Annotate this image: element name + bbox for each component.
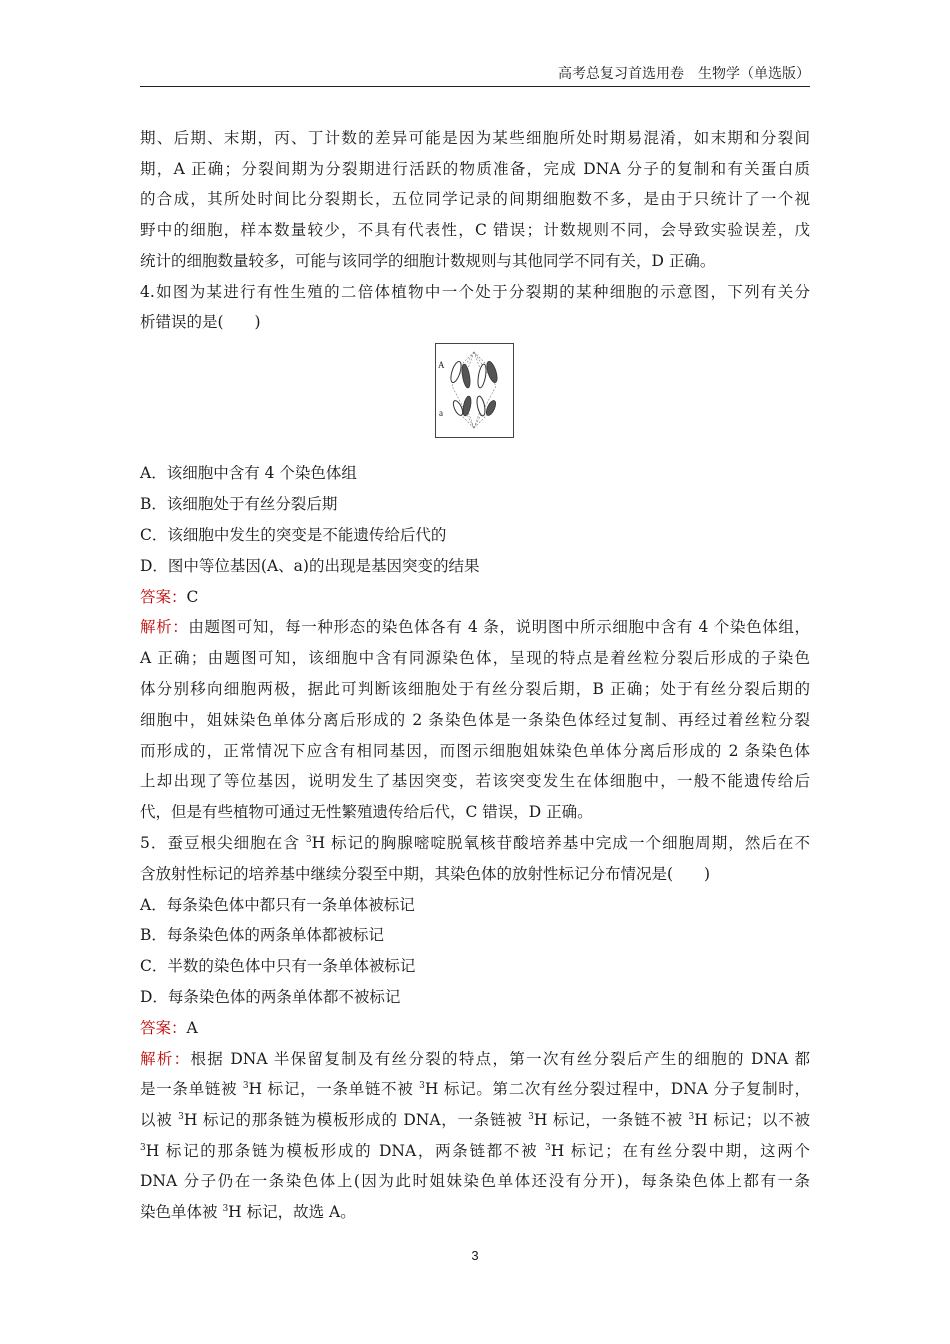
intro-line: 野中的细胞，样本数量较少，不具有代表性，C 错误；计数规则不同，会导致实验误差，戊 xyxy=(140,221,810,239)
superscript: 3 xyxy=(544,1143,551,1153)
q5-analysis-line xyxy=(140,1110,810,1130)
analysis-text: H 标记的那条链为模板形成的 DNA，一条链被 xyxy=(183,1111,529,1129)
q4-analysis-line: 细胞中，姐妹染色单体分离后形成的 2 条染色体是一条染色体经过复制、再经过着丝粒分裂 xyxy=(140,711,810,729)
q4-answer xyxy=(140,587,810,607)
superscript: 3 xyxy=(419,1081,425,1091)
q5-analysis-line xyxy=(140,1141,810,1161)
q4-analysis-line xyxy=(140,617,810,637)
analysis-text: H 标记；以不被 xyxy=(694,1111,810,1129)
running-header: 高考总复习首选用卷 生物学（单选版） xyxy=(558,66,810,82)
superscript: 3 xyxy=(305,835,312,845)
superscript: 3 xyxy=(222,1204,229,1214)
q5-option-d: D．每条染色体的两条单体都不被标记 xyxy=(140,988,401,1006)
q4-stem: 析错误的是( ) xyxy=(140,313,261,331)
analysis-text: H 标记。第二次有丝分裂过程中，DNA 分子复制时， xyxy=(424,1080,810,1098)
analysis-text: H 标记，一条链不被 xyxy=(533,1111,689,1129)
q4-analysis-line: 体分别移向细胞两极，据此可判断该细胞处于有丝分裂后期，B 正确；处于有丝分裂后期的 xyxy=(140,680,810,698)
q4-option-a: A．该细胞中含有 4 个染色体组 xyxy=(140,464,357,482)
q4-option-c: C．该细胞中发生的突变是不能遗传给后代的 xyxy=(140,526,447,544)
q4-analysis-line: 代，但是有些植物可通过无性繁殖遗传给后代，C 错误，D 正确。 xyxy=(140,803,593,821)
q5-option-c: C．半数的染色体中只有一条单体被标记 xyxy=(140,957,416,975)
intro-line: 期、后期、末期，丙、丁计数的差异可能是因为某些细胞所处时期易混淆，如末期和分裂间 xyxy=(140,129,810,147)
superscript: 3 xyxy=(688,1112,695,1122)
analysis-text: H 标记，一条单链不被 xyxy=(248,1080,420,1098)
answer-value: A xyxy=(186,1019,198,1037)
page-number: 3 xyxy=(471,1248,479,1263)
analysis-text: H 标记，故选 A。 xyxy=(228,1203,356,1221)
superscript: 3 xyxy=(140,1143,146,1153)
analysis-text: H 标记的那条链为模板形成的 DNA，两条链都不被 xyxy=(145,1142,545,1160)
superscript: 3 xyxy=(242,1081,249,1091)
analysis-text: 是一条单链被 xyxy=(140,1080,243,1098)
q4-analysis-line: A 正确；由题图可知，该细胞中含有同源染色体，呈现的特点是着丝粒分裂后形成的子染色 xyxy=(140,649,810,667)
answer-label: 答案： xyxy=(140,1019,187,1037)
analysis-label: 解析： xyxy=(140,618,189,636)
q4-option-d: D．图中等位基因(A、a)的出现是基因突变的结果 xyxy=(140,557,480,575)
q5-analysis-line xyxy=(140,1049,810,1069)
q4-analysis-line: 而形成的，正常情况下应含有相同基因，而图示细胞姐妹染色单体分离后形成的 2 条染色体 xyxy=(140,742,810,760)
cell-diagram-svg xyxy=(436,344,513,437)
q5-option-a: A．每条染色体中都只有一条单体被标记 xyxy=(140,896,415,914)
answer-label: 答案： xyxy=(140,588,187,606)
q5-option-b: B．每条染色体的两条单体都被标记 xyxy=(140,926,384,944)
analysis-text: 根据 DNA 半保留复制及有丝分裂的特点，第一次有丝分裂后产生的细胞的 DNA 都 xyxy=(190,1050,810,1068)
superscript: 3 xyxy=(528,1112,534,1122)
analysis-label: 解析： xyxy=(140,1050,191,1068)
q5-analysis-line xyxy=(140,1079,810,1099)
q5-stem: 含放射性标记的培养基中继续分裂至中期，其染色体的放射性标记分布情况是( ) xyxy=(140,865,711,883)
superscript: 3 xyxy=(178,1112,184,1122)
answer-value: C xyxy=(186,588,199,606)
q5-answer xyxy=(140,1018,810,1038)
q5-stem xyxy=(140,833,810,853)
q4-stem: 4.如图为某进行有性生殖的二倍体植物中一个处于分裂期的某种细胞的示意图，下列有关分 xyxy=(140,283,810,301)
analysis-text: 染色单体被 xyxy=(140,1203,223,1221)
intro-line: 期，A 正确；分裂间期为分裂期进行活跃的物质准备，完成 DNA 分子的复制和有关蛋白质 xyxy=(140,160,810,178)
allele-label-a: a xyxy=(439,408,443,418)
analysis-text: H 标记；在有丝分裂中期，这两个 xyxy=(550,1142,811,1160)
intro-line: 的合成，其所处时间比分裂期长，五位同学记录的间期细胞数不多，是由于只统计了一个视 xyxy=(140,190,810,208)
q5-analysis-line xyxy=(140,1202,810,1222)
q5-analysis-line: DNA 分子仍在一条染色体上(因为此时姐妹染色单体还没有分开)，每条染色体上都有一条 xyxy=(140,1172,810,1190)
q5-stem-text: 5．蚕豆根尖细胞在含 xyxy=(140,834,306,852)
analysis-text: 以被 xyxy=(140,1111,179,1129)
cell-division-figure xyxy=(435,343,514,438)
header-rule xyxy=(140,86,810,87)
allele-label-A: A xyxy=(438,360,445,370)
q4-option-b: B．该细胞处于有丝分裂后期 xyxy=(140,495,338,513)
analysis-text: 由题图可知，每一种形态的染色体各有 4 条，说明图中所示细胞中含有 4 个染色体组， xyxy=(188,618,810,636)
intro-line: 统计的细胞数量较多，可能与该同学的细胞计数规则与其他同学不同有关，D 正确。 xyxy=(140,252,716,270)
q4-analysis-line: 上却出现了等位基因，说明发生了基因突变，若该突变发生在体细胞中，一般不能遗传给后 xyxy=(140,772,810,790)
q5-stem-text: H 标记的胸腺嘧啶脱氧核苷酸培养基中完成一个细胞周期，然后在不 xyxy=(311,834,810,852)
